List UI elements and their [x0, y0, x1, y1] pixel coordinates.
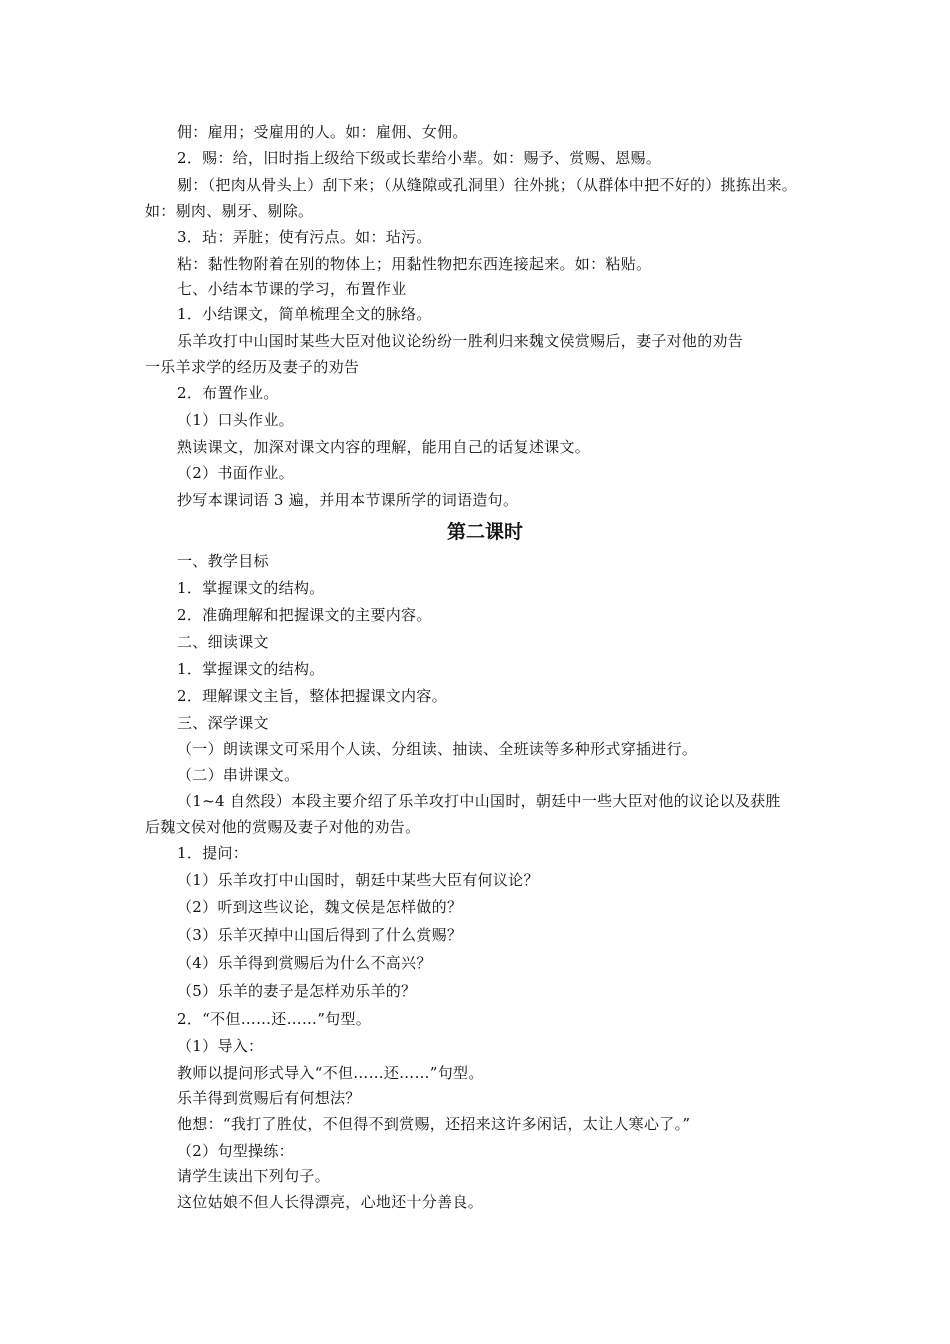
section-heading: 二、细读课文: [177, 633, 269, 651]
text-line: 2．理解课文主旨，整体把握课文内容。: [177, 687, 447, 705]
text-line: 2．准确理解和把握课文的主要内容。: [177, 606, 432, 624]
list-item: （4）乐羊得到赏赐后为什么不高兴？: [177, 954, 432, 972]
text-line: （2）书面作业。: [177, 464, 294, 482]
text-line: 请学生读出下列句子。: [177, 1167, 331, 1185]
text-line: （1）导入：: [177, 1037, 264, 1055]
text-line: 1．掌握课文的结构。: [177, 660, 325, 678]
text-line: （1~4 自然段）本段主要介绍了乐羊攻打中山国时，朝廷中一些大臣对他的议论以及获胜: [177, 792, 781, 810]
lesson-title: 第二课时: [446, 521, 523, 543]
text-line: 如：剔肉、剔牙、剔除。: [145, 202, 314, 220]
text-line: 乐羊攻打中山国时某些大臣对他议论纷纷一胜利归来魏文侯赏赐后，妻子对他的劝告: [177, 332, 744, 350]
text-line: 佣：雇用；受雇用的人。如：雇佣、女佣。: [177, 123, 468, 141]
text-line: 剔：（把肉从骨头上）刮下来；（从缝隙或孔洞里）往外挑；（从群体中把不好的）挑拣出来。: [177, 176, 798, 194]
text-line: 教师以提问形式导入“不但……还……”句型。: [177, 1064, 484, 1082]
text-line: （二）串讲课文。: [177, 766, 300, 784]
list-item: （3）乐羊灭掉中山国后得到了什么赏赐？: [177, 926, 463, 944]
text-line: 1．掌握课文的结构。: [177, 579, 325, 597]
text-line: 他想：“我打了胜仗，不但得不到赏赐，还招来这许多闲话，太让人寒心了。”: [177, 1115, 691, 1133]
text-line: （2）句型操练：: [177, 1142, 294, 1160]
text-line: 这位姑娘不但人长得漂亮，心地还十分善良。: [177, 1193, 484, 1211]
text-line: 2．布置作业。: [177, 384, 279, 402]
text-line: 后魏文侯对他的赏赐及妻子对他的劝告。: [145, 818, 421, 836]
text-line: 熟读课文，加深对课文内容的理解，能用自己的话复述课文。: [177, 438, 591, 456]
section-heading: 七、小结本节课的学习，布置作业: [177, 280, 407, 298]
section-heading: 一、教学目标: [177, 552, 269, 570]
list-item: （2）听到这些议论，魏文侯是怎样做的？: [177, 898, 463, 916]
text-line: 2．“不但……还……”句型。: [177, 1010, 372, 1028]
list-item: （1）乐羊攻打中山国时，朝廷中某些大臣有何议论？: [177, 871, 539, 889]
list-item: （5）乐羊的妻子是怎样劝乐羊的？: [177, 982, 417, 1000]
section-heading: 三、深学课文: [177, 714, 269, 732]
text-line: （1）口头作业。: [177, 411, 294, 429]
text-line: 1．提问：: [177, 844, 249, 862]
text-line: 2．赐：给，旧时指上级给下级或长辈给小辈。如：赐予、赏赐、恩赐。: [177, 149, 662, 167]
text-line: 3．玷：弄脏；使有污点。如：玷污。: [177, 228, 432, 246]
text-line: 乐羊得到赏赐后有何想法？: [177, 1089, 361, 1107]
text-line: 一乐羊求学的经历及妻子的劝告: [145, 358, 360, 376]
text-line: 粘：黏性物附着在别的物体上；用黏性物把东西连接起来。如：粘贴。: [177, 255, 652, 273]
text-line: （一）朗读课文可采用个人读、分组读、抽读、全班读等多种形式穿插进行。: [177, 740, 698, 758]
text-line: 1．小结课文，简单梳理全文的脉络。: [177, 305, 432, 323]
text-line: 抄写本课词语 3 遍，并用本节课所学的词语造句。: [177, 491, 519, 509]
